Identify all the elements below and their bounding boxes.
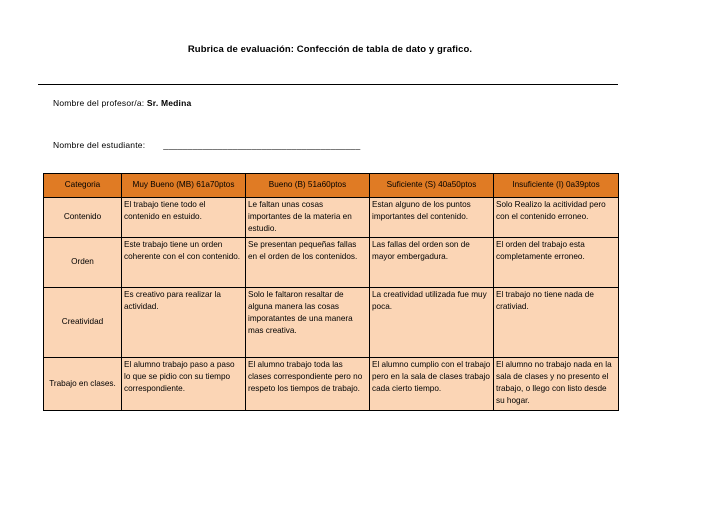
table-row-orden bbox=[44, 237, 619, 287]
header-row bbox=[44, 174, 619, 198]
rubric-table bbox=[43, 173, 619, 411]
header-muy-bueno: Muy Bueno (MB) 61a70ptos bbox=[122, 174, 246, 198]
category-cell: Creatividad bbox=[44, 287, 122, 357]
student-label: Nombre del estudiante: bbox=[53, 140, 146, 150]
header-insuficiente: Insuficiente (I) 0a39ptos bbox=[494, 174, 619, 198]
category-cell: Contenido bbox=[44, 198, 122, 238]
student-name-blank: ________________________________________ bbox=[163, 140, 361, 150]
category-cell: Orden bbox=[44, 237, 122, 287]
header-categoria: Categoria bbox=[44, 174, 122, 198]
table-cell: El trabajo tiene todo el contenido en estuido. bbox=[122, 198, 246, 238]
table-cell: El alumno trabajo toda las clases correspondiente pero no respeto los tiempos de trabajo. bbox=[246, 357, 370, 410]
table-cell: El alumno no trabajo nada en la sala de clases y no presento el trabajo, o llego con listo desde su hogar. bbox=[494, 357, 619, 410]
table-cell: Es creativo para realizar la actividad. bbox=[122, 287, 246, 357]
table-cell: Solo Realizo la acitividad pero con el contenido erroneo. bbox=[494, 198, 619, 238]
table-cell: Estan alguno de los puntos importantes del contenido. bbox=[370, 198, 494, 238]
table-cell: Solo le faltaron resaltar de alguna manera las cosas imporatantes de una manera mas creativa. bbox=[246, 287, 370, 357]
table-row-contenido bbox=[44, 198, 619, 238]
table-row-creatividad bbox=[44, 287, 619, 357]
header-suficiente: Suficiente (S) 40a50ptos bbox=[370, 174, 494, 198]
horizontal-rule bbox=[38, 84, 618, 85]
table-row-trabajo-en-clases bbox=[44, 357, 619, 410]
student-line bbox=[53, 140, 360, 150]
table-cell: Se presentan pequeñas fallas en el orden de los contenidos. bbox=[246, 237, 370, 287]
table-cell: El trabajo no tiene nada de crativiad. bbox=[494, 287, 619, 357]
teacher-label: Nombre del profesor/a: bbox=[53, 98, 147, 108]
table-cell: El orden del trabajo esta completamente erroneo. bbox=[494, 237, 619, 287]
document-title: Rubrica de evaluación: Confección de tabla de dato y grafico. bbox=[187, 44, 473, 55]
header-bueno: Bueno (B) 51a60ptos bbox=[246, 174, 370, 198]
teacher-line bbox=[53, 98, 191, 108]
table-cell: La creatividad utilizada fue muy poca. bbox=[370, 287, 494, 357]
table-cell: Este trabajo tiene un orden coherente con el con contenido. bbox=[122, 237, 246, 287]
table-cell: Las fallas del orden son de mayor embergadura. bbox=[370, 237, 494, 287]
table-cell: El alumno cumplio con el trabajo pero en la sala de clases trabajo cada cierto tiempo. bbox=[370, 357, 494, 410]
table-cell: Le faltan unas cosas importantes de la materia en estudio. bbox=[246, 198, 370, 238]
teacher-name: Sr. Medina bbox=[146, 98, 192, 108]
category-cell: Trabajo en clases. bbox=[44, 357, 122, 410]
table-cell: El alumno trabajo paso a paso lo que se pidio con su tiempo correspondiente. bbox=[122, 357, 246, 410]
